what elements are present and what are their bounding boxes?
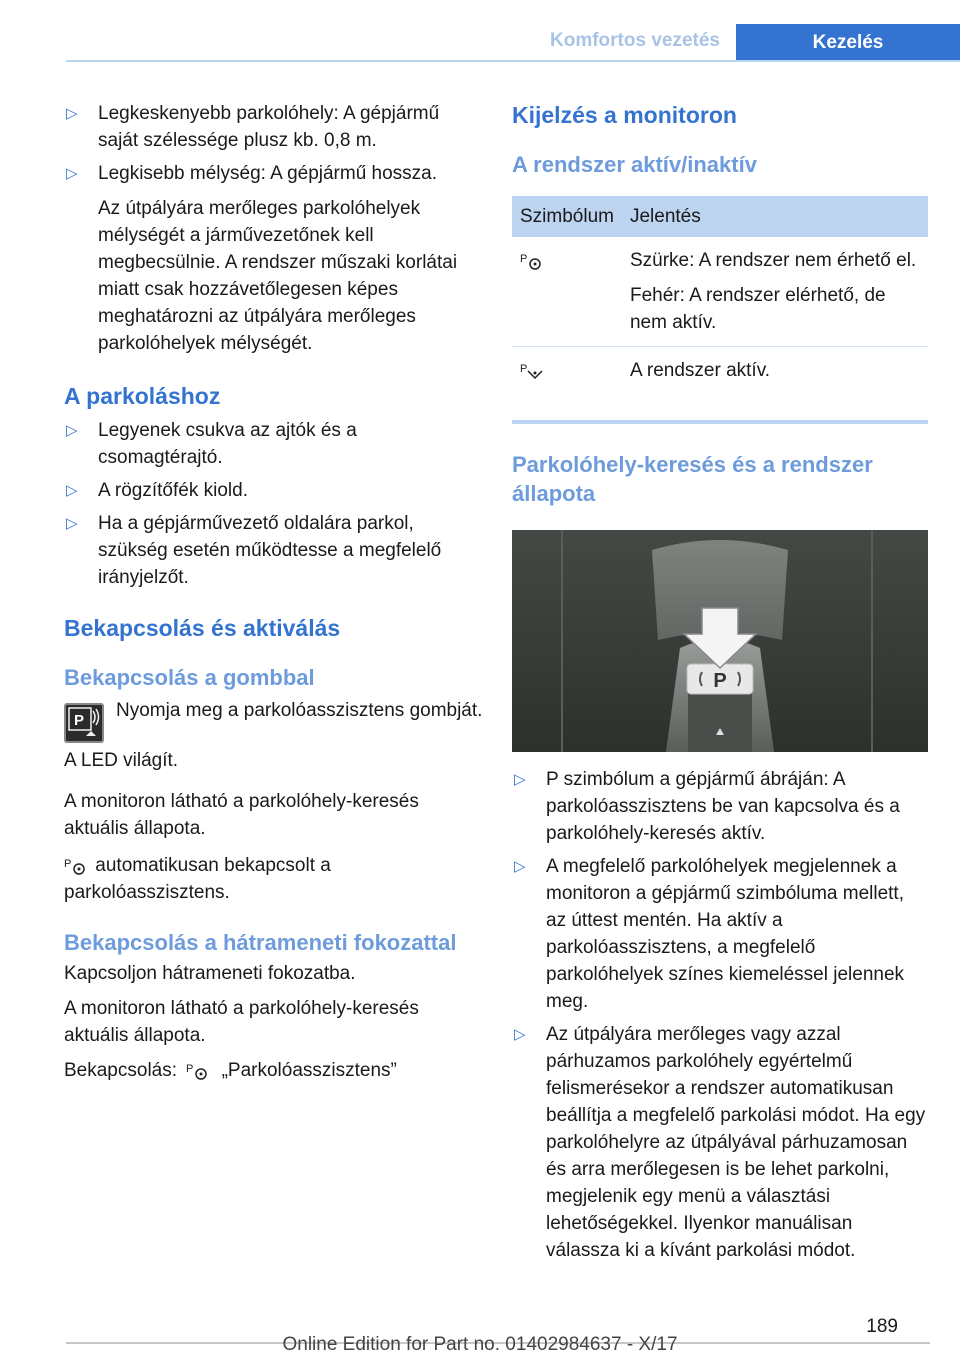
bullet-triangle-icon: ▷ [66,482,78,499]
list-item: ▷ Az útpályára merőleges vagy azzal párhuzamos parkolóhely egyértelmű felismerésekor a rendszer automatikusan beállítja a megfelelő parkolási módot. Ha egy parkolóhelyre az útpályával párhuzamosan és arra merőlegesen is be lehet parkolni, megjelenik egy menü a választási lehetőségekkel. Ilyenkor manuálisan válassza ki a kívánt parkolási módot. [512,1021,928,1264]
reverse-text: Kapcsoljon hátrameneti fokozatba. [64,963,356,984]
svg-text:P: P [520,252,528,265]
bullet-triangle-icon: ▷ [66,105,78,122]
button-instruction: P Nyomja meg a parkolóasszisztens gombját. [64,697,484,741]
parking-assist-button-icon [64,703,104,743]
svg-text:P: P [186,1062,194,1075]
bullet-triangle-icon: ▷ [514,771,526,788]
svg-text:P: P [74,712,85,729]
bullet-triangle-icon: ▷ [66,165,78,182]
edition-text: Online Edition for Part no. 01402984637 - X/17 [282,1334,678,1355]
heading-activation: Bekapcsolás és aktiválás [64,615,341,641]
header-rule [66,60,960,62]
parking-display-image [512,530,928,752]
table-rule [512,420,928,424]
table-header-symbol: Szimbólum [512,196,622,237]
list-item: ▷ A rögzítőfék kiold. [64,477,484,504]
parking-assist-active-icon [520,361,546,381]
bullet-triangle-icon: ▷ [66,422,78,439]
list-item: ▷ A megfelelő parkolóhelyek megjelennek a monitoron a gépjármű szimbóluma mellett, az úttest mentén. Ha aktív a parkolóasszisztens, a megfelelő parkolóhelyek színes kiemeléssel jelennek meg. [512,853,928,1015]
right-column [512,100,928,1270]
svg-text:P: P [64,857,72,870]
led-text: A LED világít. [64,750,179,771]
list-item: ▷ Legkeskenyebb parkolóhely: A gépjármű saját szélessége plusz kb. 0,8 m. [64,100,482,154]
note-text: Az útpályára merőleges parkolóhelyek mélységét a járművezetőnek kell megbecsülnie. A rendszer műszaki korlátai miatt csak hozzávetőlegesen képes meghatározni az útpályára merőleges parkolóhelyek mélységét. [98,198,458,354]
search-bullets [512,766,928,1264]
heading-status: A rendszer aktív/inaktív [512,152,757,177]
parking-assist-icon [64,856,90,876]
heading-reverse: Bekapcsolás a hátrameneti fokozattal [64,930,457,955]
section-title: Komfortos vezetés [550,30,720,51]
list-item: ▷ Legkisebb mélység: A gépjármű hossza. Az útpályára merőleges parkolóhelyek mélységét a járművezetőnek kell megbecsülnie. A rendszer műszaki korlátai miatt csak hozzávetőlegesen képes meghatározni az útpályára merőleges parkolóhelyek mélységét. [64,160,482,357]
monitor-text: A monitoron látható a parkolóhely-keresés aktuális állapota. [64,998,419,1046]
list-item: ▷ Legyenek csukva az ajtók és a csomagtérajtó. [64,417,484,471]
photo-p-symbol: P [713,670,727,692]
list-item: ▷ Ha a gépjárművezető oldalára parkol, szükség esetén működtesse a megfelelő irányjelzőt. [64,510,484,591]
auto-activation-text: P automatikusan bekapcsolt a parkolóasszisztens. [64,855,331,903]
page-number: 189 [866,1316,898,1337]
monitor-text: A monitoron látható a parkolóhely-keresés aktuális állapota. [64,791,419,839]
heading-parking: A parkoláshoz [64,383,221,409]
list-item: ▷ P szimbólum a gépjármű ábráján: A parkolóasszisztens be van kapcsolva és a parkolóhely-keresés aktív. [512,766,928,847]
parking-assist-icon [186,1061,212,1081]
heading-display: Kijelzés a monitoron [512,102,737,128]
heading-search: Parkolóhely-keresés és a rendszer állapota [512,452,873,506]
svg-text:P: P [520,362,528,375]
table-header-meaning: Jelentés [622,196,928,237]
chapter-tab: Kezelés [736,24,960,62]
parking-assist-icon [520,251,546,271]
bullet-triangle-icon: ▷ [514,858,526,875]
bullet-triangle-icon: ▷ [514,1026,526,1043]
heading-button: Bekapcsolás a gombbal [64,665,315,690]
symbol-table [512,196,928,394]
table-row: P Szürke: A rendszer nem érhető el. Fehér: A rendszer elérhető, de nem aktív. [512,237,928,347]
table-row: P A rendszer aktív. [520,360,771,381]
page-header [66,24,960,62]
left-column [64,100,484,1084]
bullet-triangle-icon: ▷ [66,515,78,532]
activation-path: Bekapcsolás: P „Parkolóasszisztens” [64,1060,397,1081]
